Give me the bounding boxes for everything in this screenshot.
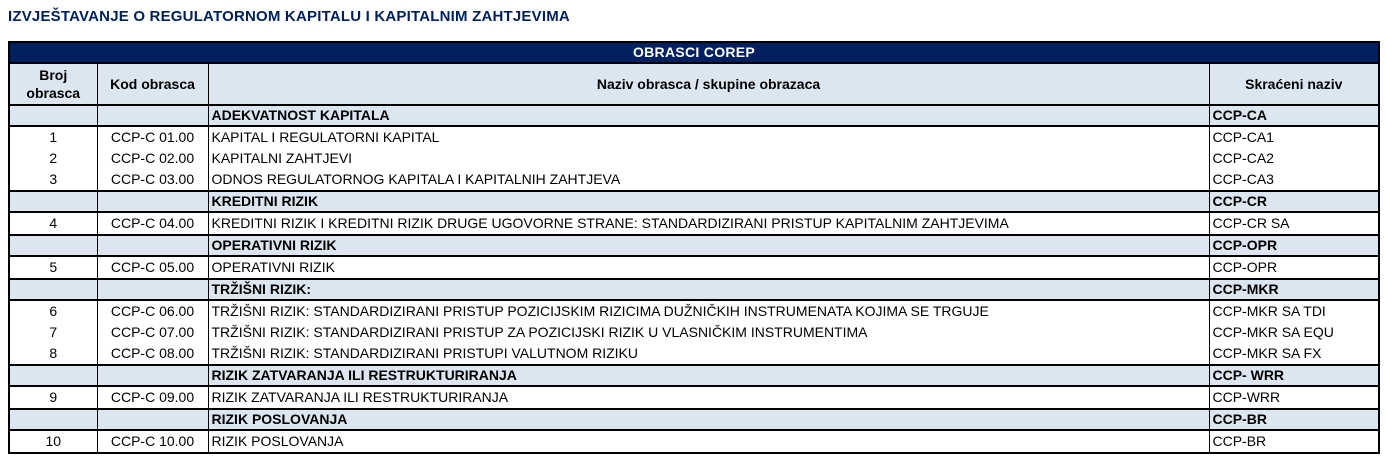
cell-broj: 9 — [9, 386, 97, 409]
table-row — [9, 126, 1379, 148]
cell-broj — [9, 279, 97, 300]
table-row — [9, 148, 1379, 169]
cell-naziv: TRŽIŠNI RIZIK: — [208, 279, 1209, 300]
column-header-kod-obrasca: Kod obrasca — [97, 63, 208, 105]
cell-broj — [9, 191, 97, 212]
table-row — [9, 212, 1379, 235]
cell-skraceni: CCP-CA3 — [1209, 169, 1379, 191]
cell-naziv: ADEKVATNOST KAPITALA — [208, 105, 1209, 126]
cell-skraceni: CCP-BR — [1209, 409, 1379, 430]
cell-naziv: TRŽIŠNI RIZIK: STANDARDIZIRANI PRISTUPI VALUTNOM RIZIKU — [208, 343, 1209, 365]
cell-kod — [97, 365, 208, 386]
table-row — [9, 386, 1379, 409]
cell-kod — [97, 279, 208, 300]
cell-skraceni: CCP-CR SA — [1209, 212, 1379, 235]
corep-forms-table — [8, 41, 1380, 454]
cell-naziv: OPERATIVNI RIZIK — [208, 256, 1209, 279]
cell-kod: CCP-C 03.00 — [97, 169, 208, 191]
cell-naziv: OPERATIVNI RIZIK — [208, 235, 1209, 256]
section-row — [9, 105, 1379, 126]
cell-skraceni: CCP-OPR — [1209, 256, 1379, 279]
cell-kod: CCP-C 07.00 — [97, 322, 208, 343]
cell-kod — [97, 409, 208, 430]
cell-kod: CCP-C 08.00 — [97, 343, 208, 365]
cell-skraceni: CCP-MKR SA EQU — [1209, 322, 1379, 343]
cell-broj: 4 — [9, 212, 97, 235]
cell-naziv: RIZIK ZATVARANJA ILI RESTRUKTURIRANJA — [208, 365, 1209, 386]
table-row — [9, 300, 1379, 322]
section-row — [9, 235, 1379, 256]
cell-naziv: TRŽIŠNI RIZIK: STANDARDIZIRANI PRISTUP ZA POZICIJSKI RIZIK U VLASNIČKIM INSTRUMENTIMA — [208, 322, 1209, 343]
column-header-naziv-obrasca: Naziv obrasca / skupine obrazaca — [208, 63, 1209, 105]
cell-skraceni: CCP-CR — [1209, 191, 1379, 212]
cell-skraceni: CCP- WRR — [1209, 365, 1379, 386]
cell-kod — [97, 105, 208, 126]
cell-broj: 8 — [9, 343, 97, 365]
cell-naziv: ODNOS REGULATORNOG KAPITALA I KAPITALNIH ZAHTJEVA — [208, 169, 1209, 191]
cell-skraceni: CCP-MKR SA FX — [1209, 343, 1379, 365]
cell-skraceni: CCP-CA1 — [1209, 126, 1379, 148]
section-row — [9, 365, 1379, 386]
cell-broj — [9, 365, 97, 386]
cell-skraceni: CCP-MKR — [1209, 279, 1379, 300]
table-row — [9, 430, 1379, 453]
cell-broj: 1 — [9, 126, 97, 148]
cell-kod: CCP-C 04.00 — [97, 212, 208, 235]
cell-skraceni: CCP-CA2 — [1209, 148, 1379, 169]
column-header-broj-obrasca: Broj obrasca — [9, 63, 97, 105]
cell-naziv: TRŽIŠNI RIZIK: STANDARDIZIRANI PRISTUP POZICIJSKIM RIZICIMA DUŽNIČKIH INSTRUMENATA KOJIMA SE TRGUJE — [208, 300, 1209, 322]
cell-naziv: RIZIK POSLOVANJA — [208, 409, 1209, 430]
table-row — [9, 169, 1379, 191]
cell-skraceni: CCP-OPR — [1209, 235, 1379, 256]
column-header-row — [9, 63, 1379, 105]
section-row — [9, 409, 1379, 430]
cell-broj — [9, 105, 97, 126]
cell-skraceni: CCP-MKR SA TDI — [1209, 300, 1379, 322]
cell-broj — [9, 235, 97, 256]
cell-kod — [97, 191, 208, 212]
cell-broj: 10 — [9, 430, 97, 453]
table-title: OBRASCI COREP — [9, 42, 1379, 63]
cell-naziv: RIZIK ZATVARANJA ILI RESTRUKTURIRANJA — [208, 386, 1209, 409]
section-row — [9, 279, 1379, 300]
cell-broj: 5 — [9, 256, 97, 279]
cell-kod: CCP-C 06.00 — [97, 300, 208, 322]
table-title-row — [9, 42, 1379, 63]
cell-naziv: KREDITNI RIZIK I KREDITNI RIZIK DRUGE UGOVORNE STRANE: STANDARDIZIRANI PRISTUP KAPITALNIM ZAHTJEVIMA — [208, 212, 1209, 235]
page-title: IZVJEŠTAVANJE O REGULATORNOM KAPITALU I KAPITALNIM ZAHTJEVIMA — [8, 8, 570, 25]
cell-skraceni: CCP-WRR — [1209, 386, 1379, 409]
cell-broj: 2 — [9, 148, 97, 169]
table-row — [9, 256, 1379, 279]
cell-skraceni: CCP-CA — [1209, 105, 1379, 126]
cell-broj: 3 — [9, 169, 97, 191]
cell-kod: CCP-C 01.00 — [97, 126, 208, 148]
cell-broj: 7 — [9, 322, 97, 343]
cell-kod: CCP-C 02.00 — [97, 148, 208, 169]
cell-skraceni: CCP-BR — [1209, 430, 1379, 453]
section-row — [9, 191, 1379, 212]
cell-naziv: RIZIK POSLOVANJA — [208, 430, 1209, 453]
cell-kod: CCP-C 09.00 — [97, 386, 208, 409]
cell-naziv: KAPITAL I REGULATORNI KAPITAL — [208, 126, 1209, 148]
table-row — [9, 343, 1379, 365]
cell-broj — [9, 409, 97, 430]
cell-kod: CCP-C 10.00 — [97, 430, 208, 453]
cell-kod — [97, 235, 208, 256]
cell-naziv: KREDITNI RIZIK — [208, 191, 1209, 212]
cell-naziv: KAPITALNI ZAHTJEVI — [208, 148, 1209, 169]
table-row — [9, 322, 1379, 343]
cell-broj: 6 — [9, 300, 97, 322]
column-header-skraceni-naziv: Skraćeni naziv — [1209, 63, 1379, 105]
cell-kod: CCP-C 05.00 — [97, 256, 208, 279]
